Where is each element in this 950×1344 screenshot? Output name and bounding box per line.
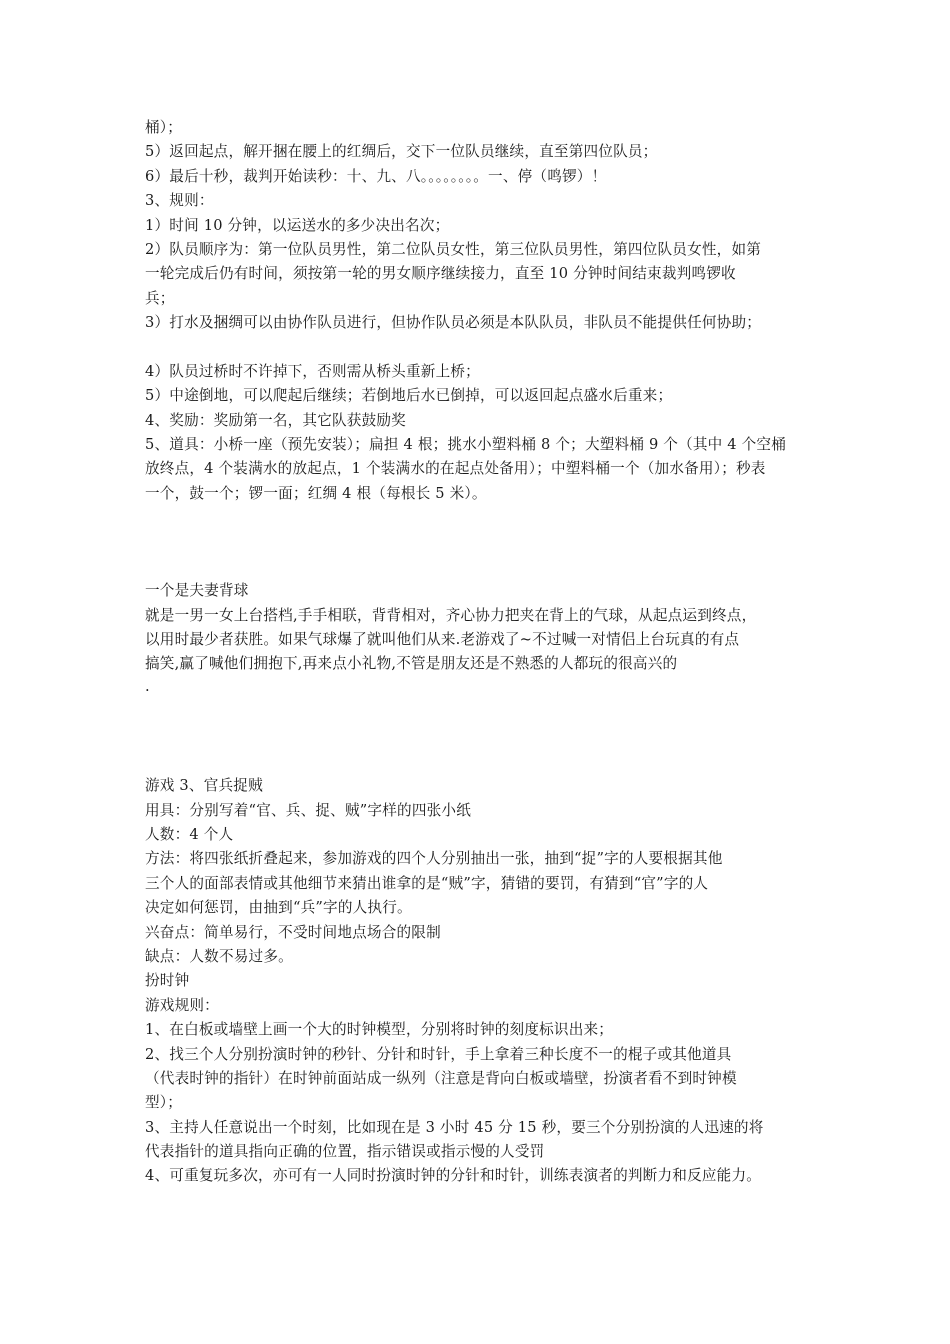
text-line: 5）中途倒地，可以爬起后继续；若倒地后水已倒掉，可以返回起点盛水后重来； xyxy=(145,387,673,405)
text-line: 方法：将四张纸折叠起来，参加游戏的四个人分别抽出一张，抽到“捉”字的人要根据其他 xyxy=(145,850,723,868)
text-line: 3、主持人任意说出一个时刻，比如现在是 3 小时 45 分 15 秒，要三个分别扮演的人迅速的将 xyxy=(145,1118,764,1136)
text-line: 放终点，4 个装满水的放起点，1 个装满水的在起点处备用）；中塑料桶一个（加水备用）；秒表 xyxy=(145,460,766,478)
text-line: 3）打水及捆绸可以由协作队员进行，但协作队员必须是本队队员，非队员不能提供任何协助； xyxy=(145,314,762,332)
couple-balloon-game-section xyxy=(145,579,835,701)
section-spacer xyxy=(145,701,835,774)
officer-thief-clock-game-section xyxy=(145,774,835,1189)
text-line: 游戏规则： xyxy=(145,996,219,1014)
text-line: 搞笑,赢了喊他们拥抱下,再来点小礼物,不管是朋友还是不熟悉的人都玩的很高兴的 xyxy=(145,655,678,673)
text-line: （代表时钟的指针）在时钟前面站成一纵列（注意是背向白板或墙壁，扮演者看不到时钟模 xyxy=(145,1069,737,1087)
relay-rules-section xyxy=(145,116,835,506)
text-line: 一个是夫妻背球 xyxy=(145,582,249,600)
text-line: 5）返回起点，解开捆在腰上的红绸后，交下一位队员继续，直至第四位队员； xyxy=(145,143,658,161)
text-line: 就是一男一女上台搭档,手手相联，背背相对，齐心协力把夹在背上的气球，从起点运到终点， xyxy=(145,606,757,624)
text-line: 以用时最少者获胜。如果气球爆了就叫他们从来.老游戏了~不过喊一对情侣上台玩真的有点 xyxy=(145,631,740,649)
text-line: 1）时间 10 分钟，以运送水的多少决出名次； xyxy=(145,216,450,234)
text-line: 3、规则： xyxy=(145,192,214,210)
text-line: 2、找三个人分别扮演时钟的秒针、分针和时针，手上拿着三种长度不一的棍子或其他道具 xyxy=(145,1045,732,1063)
text-line: 桶）； xyxy=(145,119,183,136)
text-line: 人数：4 个人 xyxy=(145,825,234,843)
text-line: 2）队员顺序为：第一位队员男性，第二位队员女性，第三位队员男性，第四位队员女性，如第 xyxy=(145,240,762,258)
text-line: 兴奋点：简单易行，不受时间地点场合的限制 xyxy=(145,923,441,941)
text-line: 缺点：人数不易过多。 xyxy=(145,947,293,965)
text-line: 4、可重复玩多次，亦可有一人同时扮演时钟的分针和时针，训练表演者的判断力和反应能力。 xyxy=(145,1167,762,1185)
document-page xyxy=(145,116,835,1189)
text-line: 一个，鼓一个；锣一面；红绸 4 根（每根长 5 米）。 xyxy=(145,484,487,502)
game-title: 游戏 3、官兵捉贼 xyxy=(145,777,263,795)
text-line: 6）最后十秒，裁判开始读秒：十、九、八。。。。。。。。一、停（鸣锣）！ xyxy=(145,167,607,185)
text-line: 决定如何惩罚，由抽到“兵”字的人执行。 xyxy=(145,899,412,917)
text-line: 5、道具：小桥一座（预先安装）；扁担 4 根；挑水小塑料桶 8 个；大塑料桶 9 个（其中 4 个空桶 xyxy=(145,436,787,454)
game-title: 扮时钟 xyxy=(145,972,190,990)
blank-line xyxy=(145,336,835,360)
text-line: 三个人的面部表情或其他细节来猜出谁拿的是“贼”字，猜错的要罚，有猜到“官”字的人 xyxy=(145,874,709,892)
text-line: 代表指针的道具指向正确的位置，指示错误或指示慢的人受罚 xyxy=(145,1143,545,1161)
text-line: 4）队员过桥时不许掉下，否则需从桥头重新上桥； xyxy=(145,362,480,380)
text-line: 1、在白板或墙壁上画一个大的时钟模型，分别将时钟的刻度标识出来； xyxy=(145,1021,614,1039)
text-line: 一轮完成后仍有时间，须按第一轮的男女顺序继续接力，直至 10 分钟时间结束裁判鸣锣收 xyxy=(145,265,736,283)
trailing-dot: . xyxy=(145,677,150,695)
section-spacer xyxy=(145,506,835,579)
text-line: 用具：分别写着“官、兵、捉、贼”字样的四张小纸 xyxy=(145,801,471,819)
text-line: 兵； xyxy=(145,289,175,307)
text-line: 型）； xyxy=(145,1094,183,1112)
text-line: 4、奖励：奖励第一名，其它队获鼓励奖 xyxy=(145,411,406,429)
